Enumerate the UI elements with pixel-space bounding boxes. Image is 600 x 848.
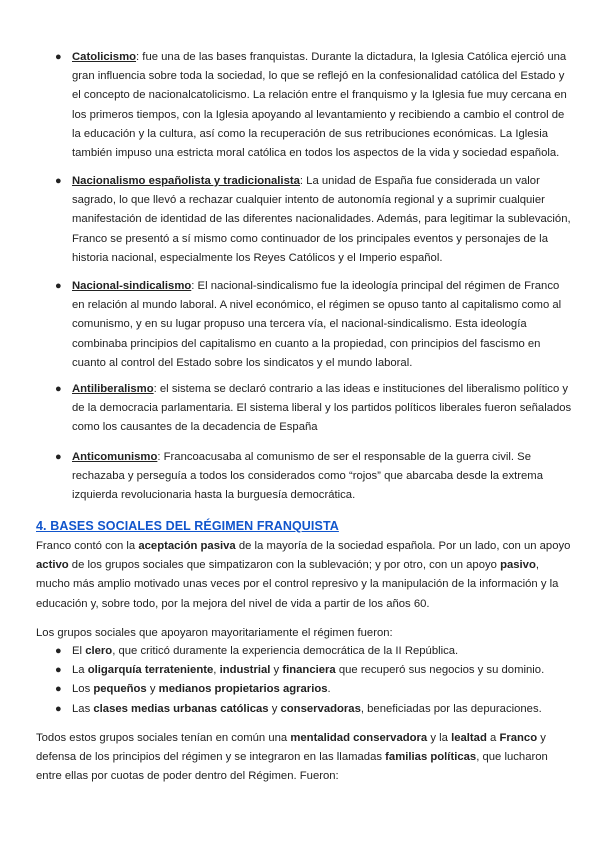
bullet-text: : Francoacusaba al comunismo de ser el responsable de la guerra civil. Se rechazaba y perseguía a todos los considerados como “rojos” que abarcaba desde la extrema izquierda revolucionaria hasta la burguesía democrática. (72, 451, 543, 502)
bold-run: oligarquía terrateniente (87, 664, 214, 677)
bullet-icon: ● (55, 702, 62, 715)
text-run: Todos estos grupos sociales tenían en común una (36, 732, 291, 744)
bullet-text: : el sistema se declaró contrario a las ideas e instituciones del liberalismo político y de la democracia parlamentaria. El sistema liberal y los partidos políticos liberales fueron señalados como los causantes de la decadencia de España (72, 383, 572, 434)
bullet-catolicismo (55, 48, 572, 163)
bold-run: aceptación pasiva (138, 540, 236, 552)
section-heading: 4. BASES SOCIALES DEL RÉGIMEN FRANQUISTA (36, 519, 339, 533)
bold-run: pequeños (93, 683, 147, 696)
bullet-anticomunismo (55, 448, 572, 506)
bold-run: pasivo (500, 559, 536, 572)
term-nacionalismo: Nacionalismo españolista y tradicionalista (72, 175, 300, 187)
text-run: de la mayoría de la sociedad española. Por un lado, con un apoyo (235, 540, 571, 552)
bold-run: lealtad (451, 732, 487, 744)
bullet-text: : fue una de las bases franquistas. Durante la dictadura, la Iglesia Católica ejerció una gran influencia sobre toda la sociedad, lo que se reflejó en la confesionalidad católica del Estado y el concepto de nacionalcatolicismo. La relación entre el franquismo y la Iglesia fue muy cercana en los primeros tiempos, con la Iglesia apoyando al levantamiento y recibiendo a cambio el control de la educación y la cultura, así como la recuperación de sus retribuciones económicas. La Iglesia también impuso una estricta moral católica en todos los aspectos de la vida y sociedad española. (72, 51, 567, 160)
bullet-text: : El nacional-sindicalismo fue la ideología principal del régimen de Franco en relación al mundo laboral. A nivel económico, el régimen se opuso tanto al capitalismo como al comunismo, y en su lugar propuso una tercera vía, el nacional-sindicalismo. Esta ideología combinaba principios del capitalismo en cuanto a la propiedad, con principios del fascismo en cuanto al control del Estado sobre los sindicatos y el mundo laboral. (72, 280, 562, 369)
text-run: Los (72, 683, 94, 696)
term-catolicismo: Catolicismo (72, 51, 137, 63)
text-run: , (213, 664, 220, 677)
list-item (55, 680, 575, 699)
term-antiliberalismo: Antiliberalismo (72, 383, 154, 395)
text-run: Franco contó con la (36, 540, 139, 552)
text-run: , beneficiadas por las depuraciones. (360, 702, 542, 715)
text-run: que recuperó sus negocios y su dominio. (335, 664, 545, 677)
bullet-nacionalismo (55, 172, 572, 268)
bullet-icon: ● (55, 683, 62, 696)
bold-run: Franco (499, 732, 538, 744)
text-run: . (327, 683, 331, 696)
text-run: Las (72, 702, 94, 715)
bold-run: mentalidad conservadora (290, 732, 428, 744)
list-item (55, 661, 575, 680)
text-run: , mucho más amplio motivado unas veces por el control represivo y la manipulación de la información y la educación y, sobre todo, por la mejora del nivel de vida a partir de los años 60. (36, 559, 559, 610)
bullet-icon: ● (55, 51, 62, 63)
text-run: , que criticó duramente la experiencia democrática de la II República. (112, 645, 459, 657)
bullet-nacional-sindicalismo (55, 277, 572, 373)
text-run: a (486, 732, 500, 744)
social-groups-list (55, 642, 575, 719)
bullet-icon: ● (55, 451, 62, 463)
paragraph-aceptacion (36, 537, 572, 614)
bold-run: activo (36, 559, 69, 572)
bullet-text: : La unidad de España fue considerada un valor sagrado, lo que llevó a rechazar cualquier intento de autonomía regional y a suprimir cualquier manifestación de identidad de las diferentes nacionalidades. Además, para legitimar la sublevación, Franco se presentó a sí mismo como continuador de los principales eventos y personajes de la historia nacional, especialmente los Reyes Católicos y el Imperio español. (72, 175, 571, 264)
text-run: y la (427, 732, 452, 744)
bold-run: familias políticas (385, 751, 477, 764)
term-nacional-sindicalismo: Nacional-sindicalismo (72, 280, 192, 292)
bold-run: industrial (219, 664, 271, 677)
text-run: , que lucharon entre ellas por cuotas de poder dentro del Régimen. Fueron: (36, 751, 548, 783)
bold-run: clero (85, 645, 113, 657)
paragraph-grupos-intro: Los grupos sociales que apoyaron mayoritariamente el régimen fueron: (36, 627, 393, 639)
bold-run: conservadoras (280, 702, 361, 715)
bullet-icon: ● (55, 383, 62, 395)
bullet-antiliberalismo (55, 380, 572, 438)
bullet-icon: ● (55, 664, 62, 677)
text-run: La (72, 664, 88, 677)
bullet-icon: ● (55, 280, 62, 292)
list-item (55, 700, 575, 719)
text-run: El (72, 645, 86, 657)
bold-run: clases medias urbanas católicas (93, 702, 269, 715)
bold-run: financiera (282, 664, 336, 677)
text-run: y (146, 683, 159, 696)
text-run: y defensa de los principios del régimen y se integraron en las llamadas (36, 732, 546, 764)
bold-run: medianos propietarios agrarios (158, 683, 328, 696)
bullet-icon: ● (55, 645, 62, 657)
text-run: de los grupos sociales que simpatizaron con la sublevación; y por otro, con un apoyo (68, 559, 501, 572)
bullet-icon: ● (55, 175, 62, 187)
term-anticomunismo: Anticomunismo (72, 451, 158, 463)
text-run: y (268, 702, 281, 715)
text-run: y (270, 664, 283, 677)
list-item (55, 642, 575, 661)
paragraph-familias-politicas (36, 729, 572, 787)
